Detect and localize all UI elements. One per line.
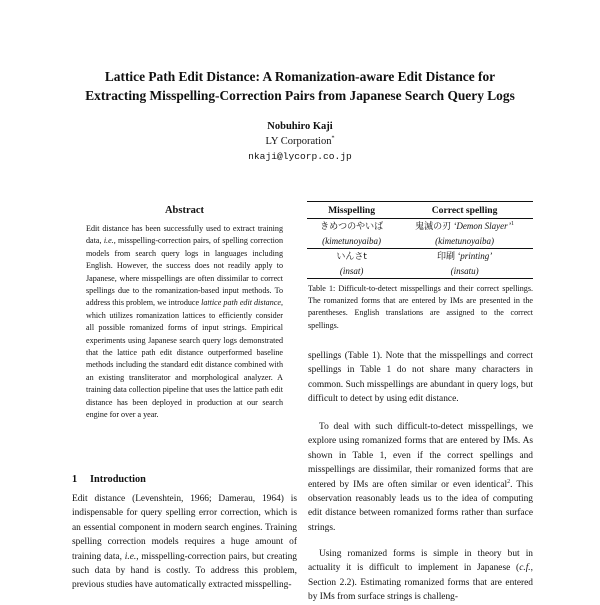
header-misspelling: Misspelling bbox=[307, 202, 396, 219]
footnote-mark: 1 bbox=[511, 221, 514, 227]
footnote-mark: 2 bbox=[507, 478, 511, 485]
right-cf: c.f. bbox=[519, 563, 531, 574]
right-paragraph-3 bbox=[308, 547, 533, 605]
abstract-text-3: , which utilizes romanization lattices to efficiently consider all possible romanized forms of input strings. Empirical experiments using Japanese search query logs demonstrated that the lattice path edit distance outperformed baseline methods including the standard edit distance combined with an existing transliterator and morphological analyzer. A training data collection pipeline that uses the lattice path edit distance has been deployed in production at our search engine for over a year. bbox=[86, 298, 283, 420]
paper-title bbox=[40, 67, 560, 105]
section-heading bbox=[72, 474, 297, 485]
misspelling-cell: きめつのやいば bbox=[307, 219, 396, 235]
intro-paragraph bbox=[72, 492, 297, 593]
affiliation-text: LY Corporation bbox=[265, 136, 332, 147]
abstract-ie: i.e. bbox=[103, 236, 114, 246]
table-row bbox=[307, 234, 533, 249]
abstract-body bbox=[86, 223, 283, 422]
correct-cell bbox=[396, 249, 533, 265]
abstract-text-2: , misspelling-correction pairs, of spelling correction models from search query logs in languages including English. However, the success does not readily apply to Japanese, where misspellings are often dissimilar to correct spellings due to the romanization-based input methods. To address this problem, we introduce bbox=[86, 236, 283, 308]
author-email: nkaji@lycorp.co.jp bbox=[248, 151, 352, 162]
table-row bbox=[307, 219, 533, 235]
correct-japanese: 鬼滅の刃 bbox=[415, 222, 452, 232]
header-correct-spelling: Correct spelling bbox=[396, 202, 533, 219]
right-text-2b: . This observation reasonably leads us to the idea of computing edit distance between romanized forms rather than surface strings. bbox=[308, 479, 533, 533]
intro-text-1: Edit distance (Levenshtein, 1966; Damerau, 1964) is indispensable for query spelling error correction, which is an essential component in modern search engines. Training spelling correction models requires a huge amount of training data, bbox=[72, 494, 297, 562]
correct-japanese: 印刷 bbox=[436, 252, 455, 262]
affiliation-mark: * bbox=[331, 135, 335, 142]
section-title: Introduction bbox=[90, 474, 146, 485]
right-paragraph-2 bbox=[308, 420, 533, 535]
intro-ie: i.e. bbox=[124, 551, 137, 562]
table-row bbox=[307, 264, 533, 279]
abstract-text-1: Edit distance has been successfully used to extract training data, bbox=[86, 224, 283, 246]
title-line-1: Lattice Path Edit Distance: A Romanization-aware Edit Distance for bbox=[104, 69, 496, 84]
correct-romanized: (insatu) bbox=[396, 264, 533, 279]
table-row bbox=[307, 249, 533, 265]
right-text-3a: Using romanized forms is simple in theory but in actuality it is difficult to implement in Japanese ( bbox=[308, 549, 533, 574]
right-text-2a: To deal with such difficult-to-detect misspellings, we explore using romanized forms that are entered by IMs. As shown in Table 1, even if the correct spellings and misspellings are dissimilar, their romanized forms that are entered by IMs are often similar or even identical bbox=[308, 422, 533, 490]
correct-cell bbox=[396, 219, 533, 235]
right-text-3b: , Section 2.2). Estimating romanized forms that are entered by IMs from surface strings is challeng- bbox=[308, 563, 533, 603]
misspelling-romanized: (insat) bbox=[307, 264, 396, 279]
table-caption: Table 1: Difficult-to-detect misspellings and their correct spellings. The romanized forms that are entered by IMs are presented in the parentheses. English translations are assigned to the correct spellings. bbox=[308, 284, 533, 330]
table-header-row bbox=[307, 202, 533, 219]
author-name: Nobuhiro Kaji bbox=[267, 121, 333, 132]
misspelling-cell: いんさt bbox=[307, 249, 396, 265]
intro-text-2: , misspelling-correction pairs, but creating such data by hand is costly. To address this problem, previous studies have automatically extracted misspelling- bbox=[72, 551, 297, 591]
right-paragraph-1: spellings (Table 1). Note that the misspellings and correct spellings in Table 1 do not share many characters in common. Such misspellings are abundant in query logs, but difficult to detect by using edit distance. bbox=[308, 351, 533, 405]
correct-translation: ‘printing’ bbox=[457, 251, 493, 261]
correct-translation: ‘Demon Slayer’ bbox=[453, 221, 511, 231]
abstract-term: lattice path edit distance bbox=[201, 298, 281, 308]
table-1 bbox=[307, 201, 533, 279]
title-line-2: Extracting Misspelling-Correction Pairs from Japanese Search Query Logs bbox=[85, 88, 515, 103]
section-number: 1 bbox=[72, 474, 78, 485]
abstract-heading: Abstract bbox=[164, 205, 205, 216]
author-affiliation bbox=[150, 136, 450, 147]
misspelling-romanized: (kimetunoyaiba) bbox=[322, 236, 382, 246]
correct-romanized: (kimetunoyaiba) bbox=[435, 236, 495, 246]
